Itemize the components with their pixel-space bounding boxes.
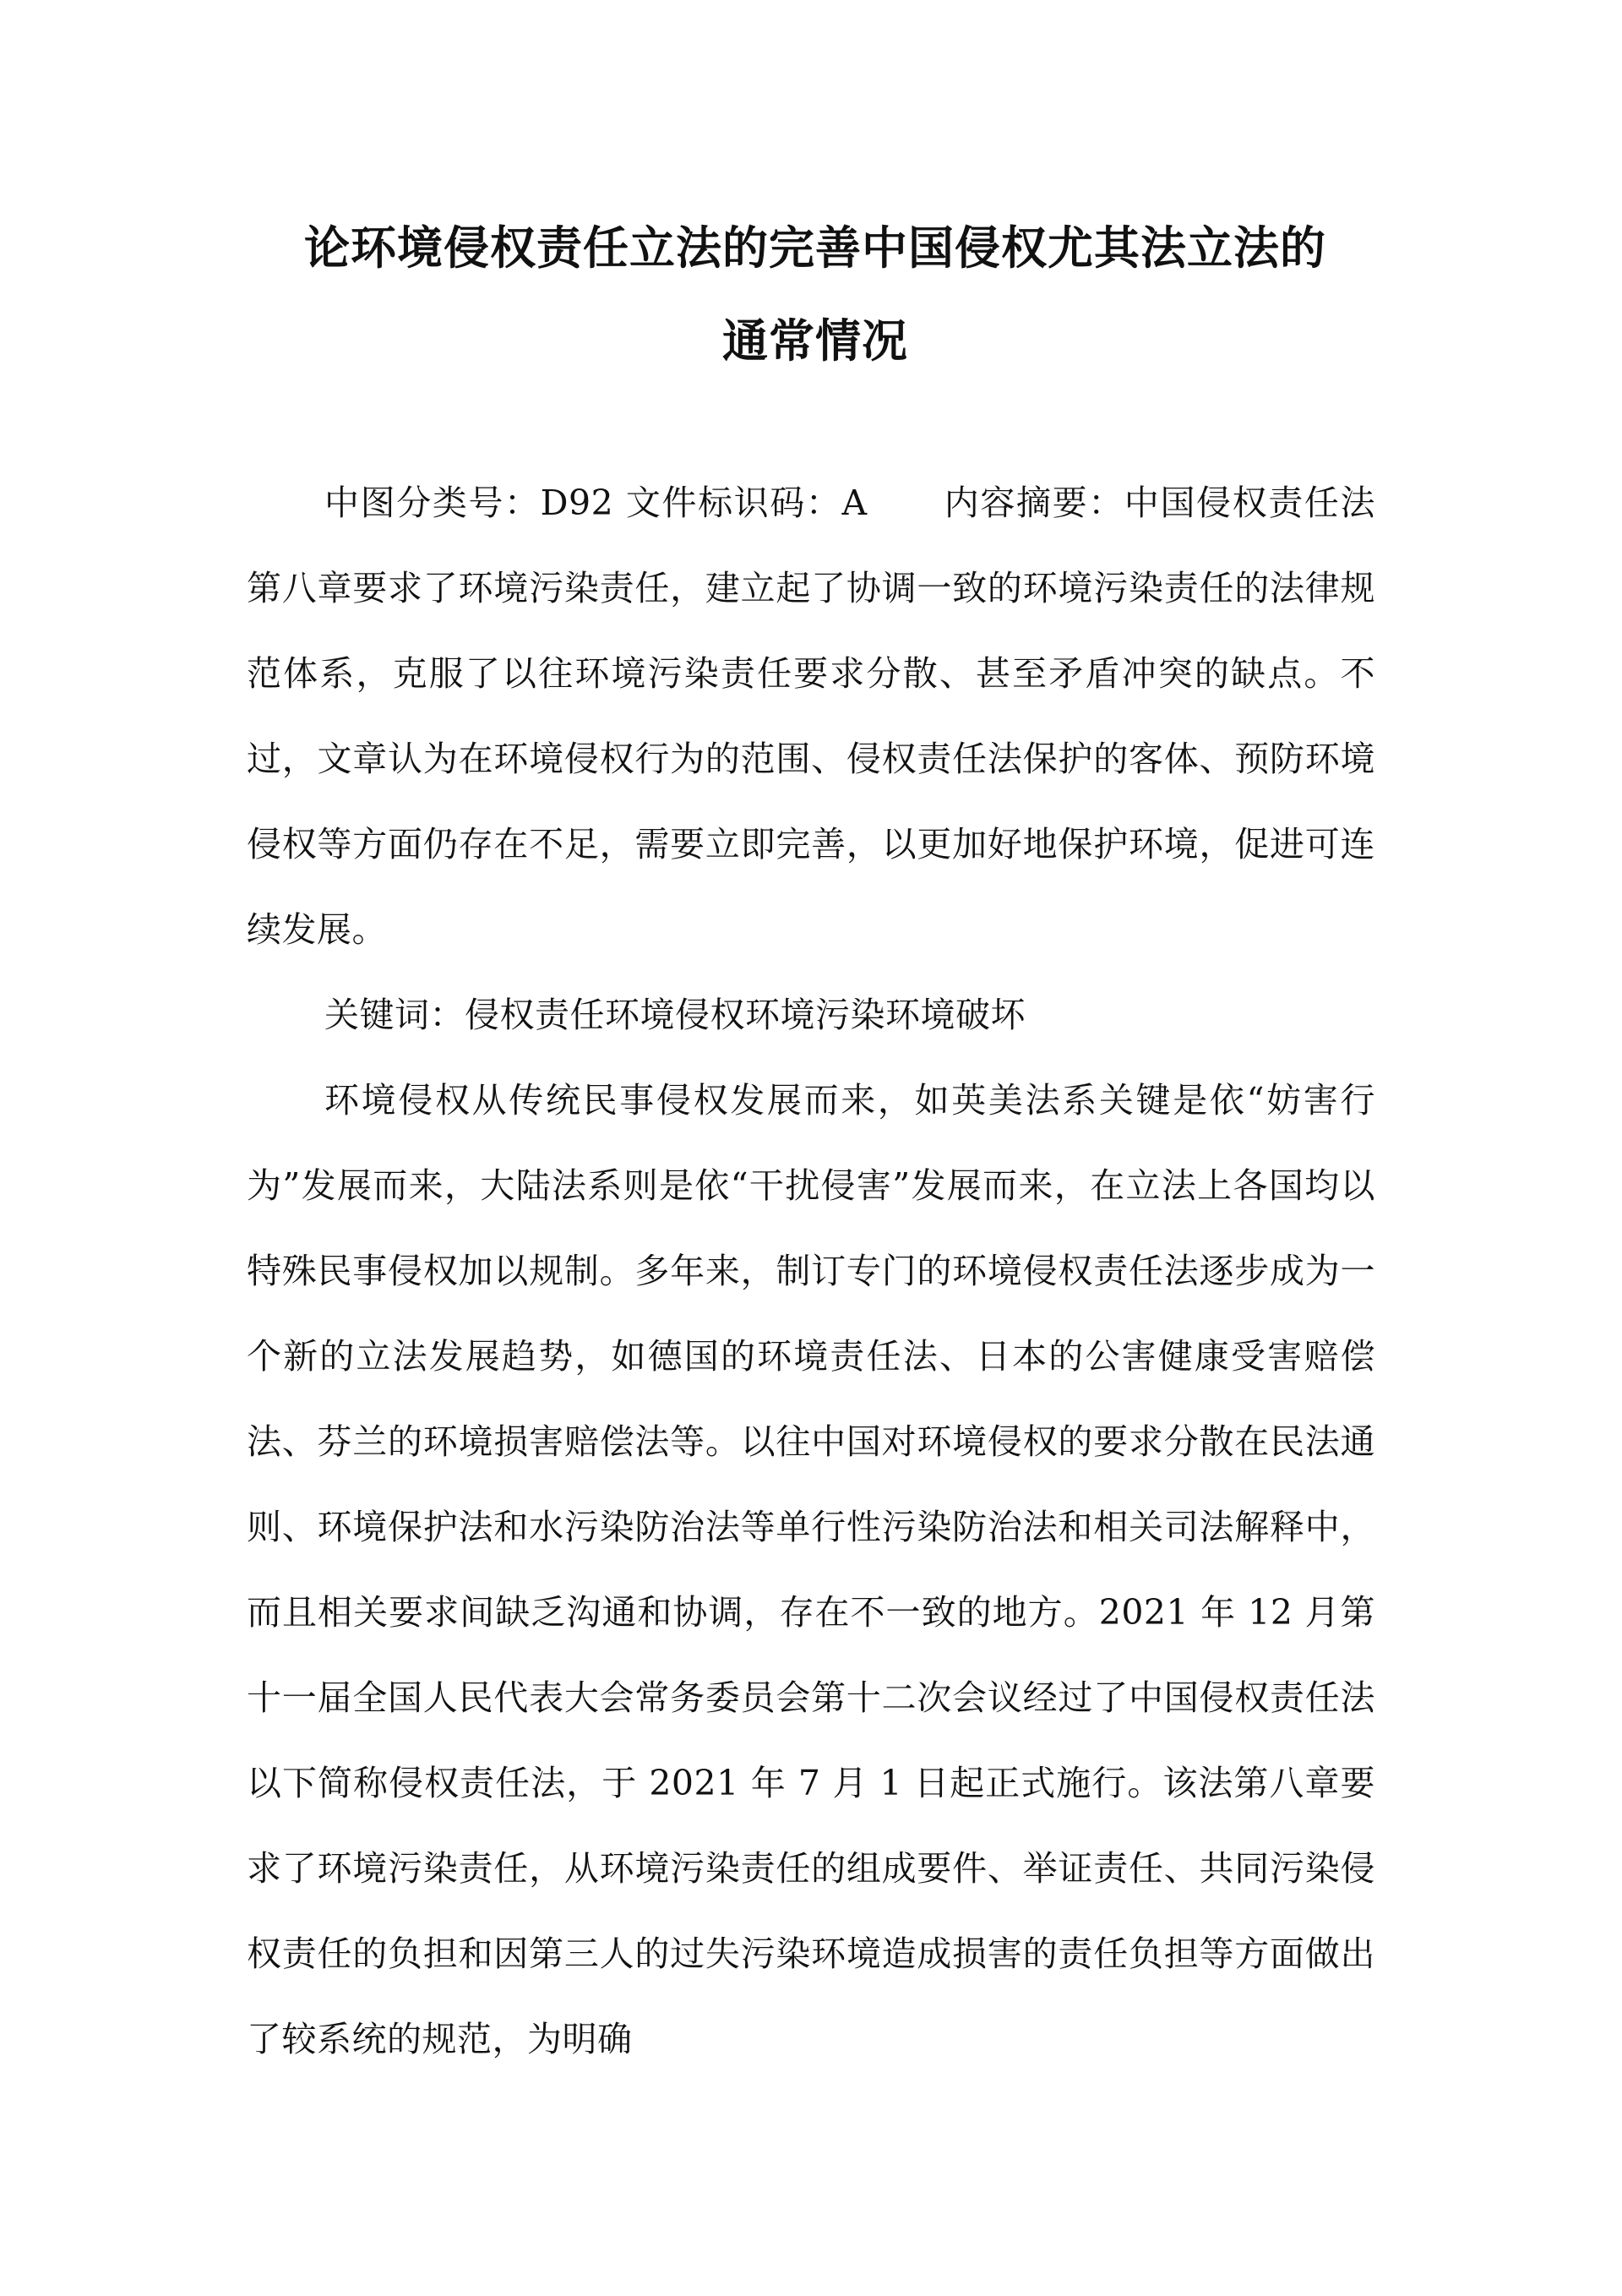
body-paragraph: 环境侵权从传统民事侵权发展而来，如英美法系关键是依“妨害行为”发展而来，大陆法系则是依“干扰侵害”发展而来，在立法上各国均以特殊民事侵权加以规制。多年来，制订专门的环境侵权责任法逐步成为一个新的立法发展趋势，如德国的环境责任法、日本的公害健康受害赔偿法、芬兰的环境损害赔偿法等。以往中国对环境侵权的要求分散在民法通则、环境保护法和水污染防治法等单行性污染防治法和相关司法解释中，而且相关要求间缺乏沟通和协调，存在不一致的地方。2021 年 12 月第十一届全国人民代表大会常务委员会第十二次会议经过了中国侵权责任法以下简称侵权责任法，于 2021 年 7 月 1 日起正式施行。该法第八章要求了环境污染责任，从环境污染责任的组成要件、举证责任、共同污染侵权责任的负担和因第三人的过失污染环境造成损害的责任负担等方面做出了较系统的规范，为明确 <box>247 1080 1375 2059</box>
abstract-paragraph <box>247 461 1375 973</box>
title-line-2: 通常情况 <box>722 314 908 368</box>
document-title <box>253 201 1377 387</box>
classification-number: 中图分类号：D92 <box>324 483 614 523</box>
abstract-text: 内容摘要：中国侵权责任法第八章要求了环境污染责任，建立起了协调一致的环境污染责任的法律规范体系，克服了以往环境污染责任要求分散、甚至矛盾冲突的缺点。不过，文章认为在环境侵权行为的范围、侵权责任法保护的客体、预防环境侵权等方面仍存在不足，需要立即完善，以更加好地保护环境，促进可连续发展。 <box>247 483 1375 950</box>
keywords-paragraph: 关键词：侵权责任环境侵权环境污染环境破坏 <box>324 995 1026 1035</box>
document-body <box>247 461 1375 2082</box>
document-code: 文件标识码：A <box>625 483 868 523</box>
title-line-1: 论环境侵权责任立法的完善中国侵权尤其法立法的 <box>304 221 1326 275</box>
